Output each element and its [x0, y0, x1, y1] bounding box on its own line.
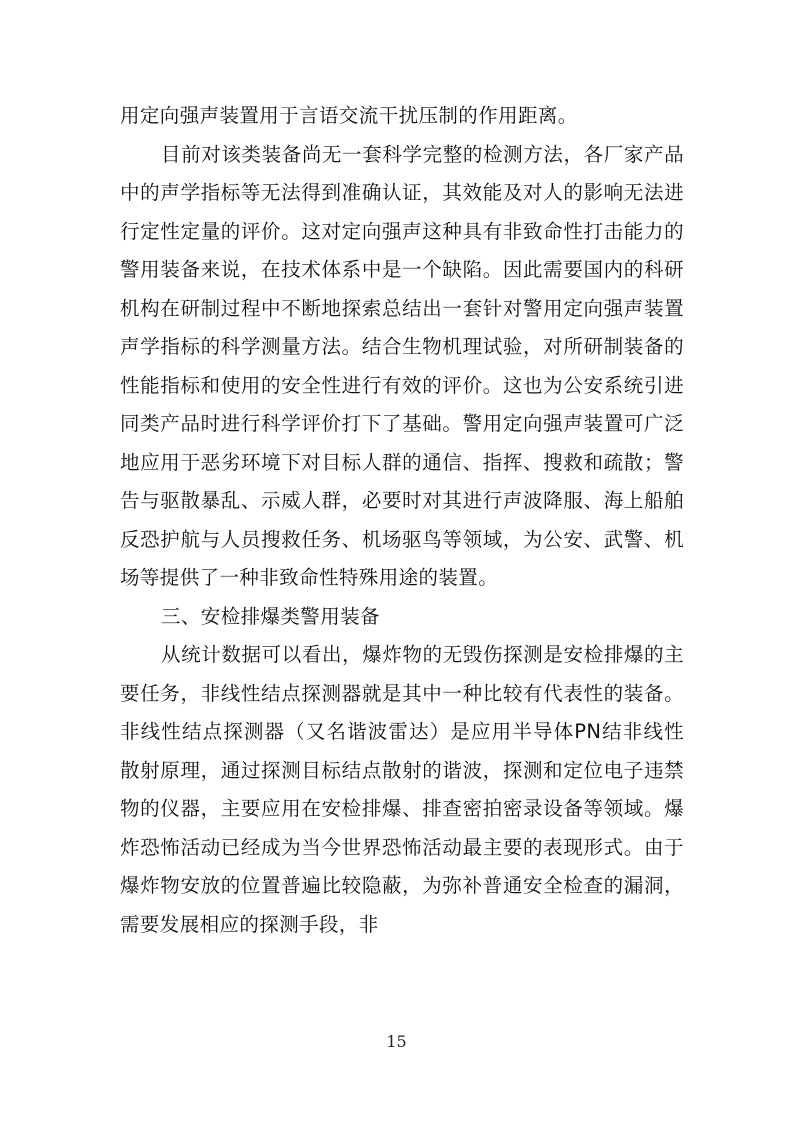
document-body	[120, 97, 684, 944]
paragraph-continuation: 用定向强声装置用于言语交流干扰压制的作用距离。	[120, 104, 578, 127]
page-number: 15	[386, 1032, 407, 1051]
section-heading: 三、安检排爆类警用装备	[161, 604, 380, 628]
paragraph-security-inspection: 从统计数据可以看出，爆炸物的无毁伤探测是安检排爆的主要任务，非线性结点探测器就是其中一种比较有代表性的装备。非线性结点探测器（又名谐波雷达）是应用半导体PN结非线性散射原理，通过探测目标结点散射的谐波，探测和定位电子违禁物的仪器，主要应用在安检排爆、排查密拍密录设备等领域。爆炸恐怖活动已经成为当今世界恐怖活动最主要的表现形式。由于爆炸物安放的位置普遍比较隐蔽，为弥补普通安全检查的漏洞，需要发展相应的探测手段，非	[120, 643, 684, 936]
paragraph-detection-methods: 目前对该类装备尚无一套科学完整的检测方法，各厂家产品中的声学指标等无法得到准确认证，其效能及对人的影响无法进行定性定量的评价。这对定向强声这种具有非致命性打击能力的警用装备来说，在技术体系中是一个缺陷。因此需要国内的科研机构在研制过程中不断地探索总结出一套针对警用定向强声装置声学指标的科学测量方法。结合生物机理试验，对所研制装备的性能指标和使用的安全性进行有效的评价。这也为公安系统引进同类产品时进行科学评价打下了基础。警用定向强声装置可广泛地应用于恶劣环境下对目标人群的通信、指挥、搜救和疏散；警告与驱散暴乱、示威人群，必要时对其进行声波降服、海上船舶反恐护航与人员搜救任务、机场驱鸟等领域，为公安、武警、机场等提供了一种非致命性特殊用途的装置。	[120, 142, 684, 589]
